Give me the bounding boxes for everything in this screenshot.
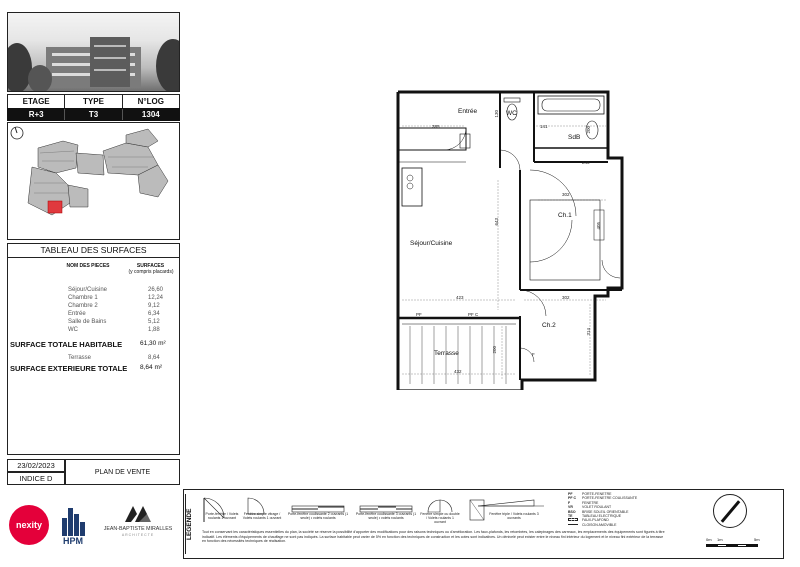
legend-label: LEGENDE [185,494,197,554]
dim-label: 432 [454,369,462,374]
info-header [7,94,180,108]
window-tag: F [532,352,535,357]
dim-label: 643 [494,218,499,226]
dim-label: 423 [456,295,464,300]
dim-label: 385 [432,124,440,129]
room-row: Chambre 2 9,12 [68,303,160,309]
room-label-sdb: SdB [568,134,581,141]
north-arrow-icon [713,494,747,528]
room-label-terrasse: Terrasse [434,350,459,357]
jbm-mark-icon [123,502,153,524]
nexity-logo: nexity [9,505,49,545]
dim-label: 314 [586,328,591,336]
total-exterieure-row: SURFACE EXTERIEURE TOTALE 8,64 m² [10,364,163,373]
dim-label: 246 [582,160,590,165]
dim-label: 302 [562,295,570,300]
room-label-sejour: Séjour/Cuisine [410,240,453,247]
total-habitable-row: SURFACE TOTALE HABITABLE 61,30 m² [10,340,166,349]
plan-index: INDICE D [7,472,65,485]
legend-text: Porte-fenêtre coulissante 2 ouvrants (1 seule) • volets roulants [287,512,349,520]
coulissant-2-symbol-icon [288,494,348,526]
room-row: WC 1,88 [68,327,160,333]
dim-label: 200 [492,346,497,354]
jbm-logo: JEAN-BAPTISTE MIRALLES ARCHITECTE [92,500,184,548]
legend-abbreviations: PF PORTE-FENETRE PF C PORTE-FENETRE COULISSANTE F FENETRE VR VOLET ROULANT BSO BRISE SOLEIL ORIENTABLE TE TABLEAU ELECTRIQUE FAUX-PLAFOND CLOISON AMOVIBLE [568,492,638,527]
key-plan [7,122,180,240]
surfaces-title: TABLEAU DES SURFACES [8,244,179,258]
header-etage: ETAGE [8,95,65,108]
room-label-wc: WC [506,110,517,117]
value-nlog: 1304 [141,110,160,119]
header-type: TYPE [65,95,122,108]
col-surfaces-note: (y compris placards) [128,269,174,275]
info-values [7,108,180,121]
room-row: Entrée 6,34 [68,311,160,317]
scale-bar: 0m 1m 5m [706,537,762,551]
room-label-ch2: Ch.2 [542,322,556,329]
floor-plan [390,90,625,390]
fenetre-symbol-icon [244,494,284,526]
legend-text: Fenêtre triple / Volets roulants 3 ouvrants [489,512,539,520]
window-tag: PF C [468,312,479,317]
room-row: Salle de Bains 5,12 [68,319,160,325]
value-type: T3 [65,109,122,120]
dim-label: 200 [586,126,591,134]
room-label-entree: Entrée [458,108,478,115]
porte-fenetre-symbol-icon [202,494,242,526]
plan-type: PLAN DE VENTE [65,459,180,485]
col-surfaces-header: SURFACES [136,263,165,269]
legend-text: Fenêtre simple vitrage / Volets roulants 1 ouvrant [242,512,282,520]
dim-label: 141 [540,124,548,129]
legend-text: Porte-fenêtre coulissante 3 ouvrants (1 seule) • volets roulants [355,512,417,520]
dim-label: 130 [494,110,499,118]
legend-panel [183,489,784,559]
terrasse-row: Terrasse 8,64 [68,355,160,361]
apartment-highlight [48,201,62,213]
legend-text: Fenêtre simple ou double / Volets roulants 1 ouvrant [420,512,460,524]
hpm-logo: HPM [56,500,90,548]
surfaces-table [7,243,180,455]
header-nlog: N°LOG [137,97,164,106]
key-plan-drawing [8,123,179,239]
fenetre-triple-symbol-icon [474,494,554,526]
dim-label: 302 [562,192,570,197]
plan-date: 23/02/2023 [7,459,65,472]
building-photo [7,12,180,92]
value-etage: R+3 [8,109,65,120]
room-row: Chambre 1 12,24 [68,295,164,301]
room-label-ch1: Ch.1 [558,212,572,219]
room-row: Séjour/Cuisine 26,60 [68,287,164,293]
legend-text: Porte-fenêtre / Volets roulants 1 ouvrant [205,512,239,520]
coulissant-3-symbol-icon [356,494,416,526]
legend-disclaimer: Tout en conservant les caractéristiques essentielles du plan, la société se réserve la possibilité d'apporter des modifications pour des raisons techniques ou d'amélioration. Les faux-plafonds, les retombées, les calepinages des carreaux, les emplacements des équipements sont figurés à titre indicatif. Les éléments d'équipements de chauffage ne sont pas indiqués. La surface habitable peut varier de 5% en fonction des techniques de construction et les cotes sont indicatives. Un dénivelé peut exister entre le niveau fini intérieur du logement et le niveau fini extérieur de la terrasse en fonction des nécessités techniques de réalisation. [202,530,665,543]
dim-label: 405 [596,222,601,230]
col-pieces-header: NOM DES PIECES [66,263,110,269]
window-tag: PF [416,312,422,317]
